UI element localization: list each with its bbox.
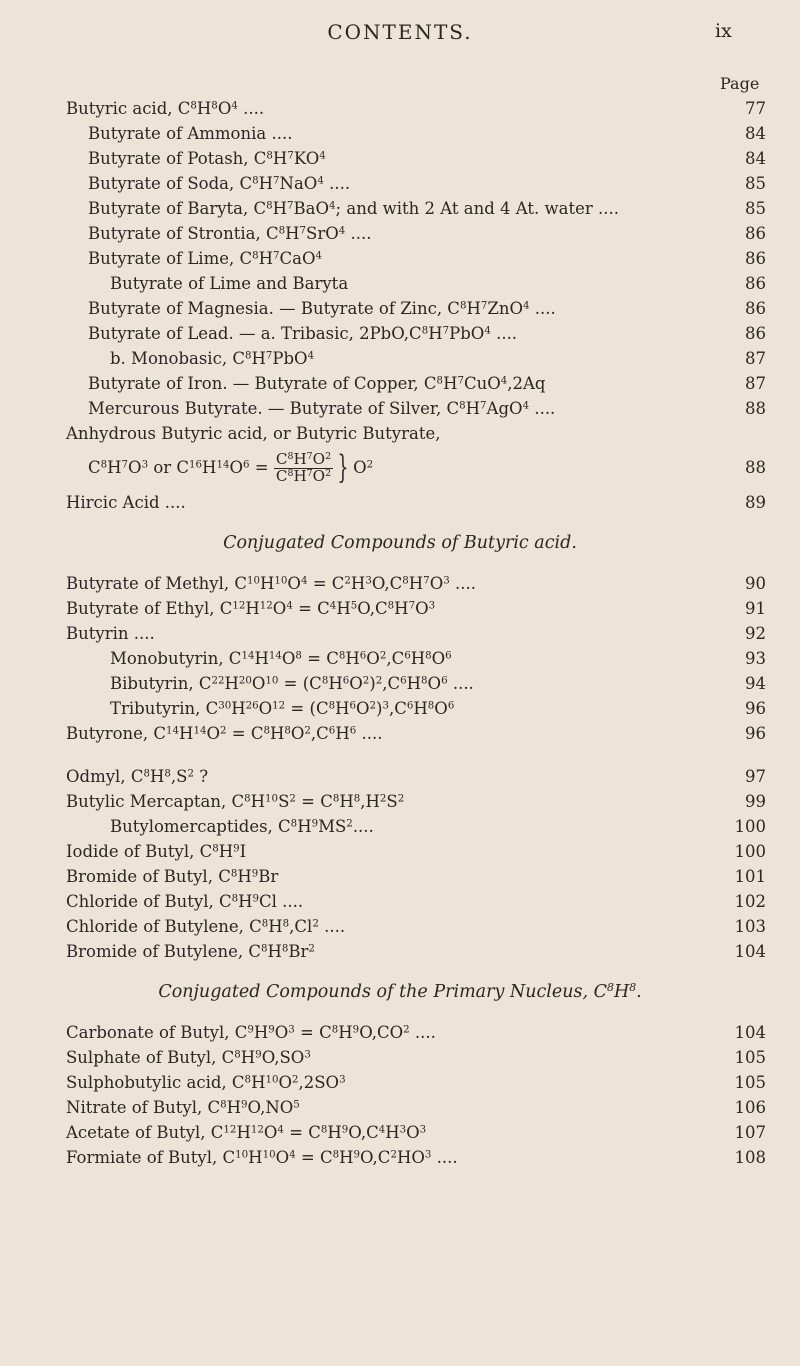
fraction-top: $C^8H^7O^2$ [275, 450, 332, 469]
fraction-suffix: $O^2$ [353, 458, 374, 477]
contents-entry [0, 671, 800, 696]
section-heading: Conjugated Compounds of the Primary Nucleus, $C^8H^8$. [158, 981, 642, 1002]
entry-page-number: 105 [734, 1048, 766, 1067]
entry-page-number: 85 [745, 199, 766, 218]
contents-entry [0, 196, 800, 221]
contents-entry [0, 421, 800, 446]
entry-title: Butyrate of Lime, $C^8H^7CaO^4$ [88, 249, 323, 268]
contents-entry [0, 396, 800, 421]
entry-page-number: 96 [745, 724, 766, 743]
entry-title: Butyrate of Iron. — Butyrate of Copper, $C^8H^7CuO^4,2Aq$ [88, 374, 546, 393]
entry-page-number: 86 [745, 299, 766, 318]
contents-entry [0, 171, 800, 196]
contents-entry [0, 121, 800, 146]
contents-entry [0, 1020, 800, 1045]
entry-title: Bromide of Butylene, $C^8H^8Br^2$ [66, 942, 315, 961]
entry-page-number: 77 [745, 99, 766, 118]
contents-entry [0, 939, 800, 964]
entry-page-number: 104 [734, 942, 766, 961]
entry-title: Chloride of Butyl, $C^8H^9Cl$ .... [66, 892, 304, 911]
entry-title: Butyrate of Strontia, $C^8H^7SrO^4$ .... [88, 224, 372, 243]
entry-page-number: 86 [745, 324, 766, 343]
formula-fraction [274, 452, 333, 485]
contents-entry [0, 321, 800, 346]
folio-number: ix [715, 20, 732, 42]
entry-page-number: 84 [745, 124, 766, 143]
entry-page-number: 108 [734, 1148, 766, 1167]
contents-entry [0, 814, 800, 839]
entry-title: b. Monobasic, $C^8H^7PbO^4$ [110, 349, 315, 368]
contents-entry [0, 914, 800, 939]
contents-entry [0, 346, 800, 371]
contents-entry [0, 246, 800, 271]
entry-page-number: 102 [734, 892, 766, 911]
contents-entry [0, 889, 800, 914]
entry-page-number: 92 [745, 624, 766, 643]
contents-entry [0, 1145, 800, 1170]
entry-page-number: 89 [745, 493, 766, 512]
contents-entry [0, 296, 800, 321]
contents-entry [0, 839, 800, 864]
entry-title: Butyrone, $C^{14}H^{14}O^2 = C^8H^8O^2,C^6H^6$ .... [66, 724, 383, 743]
contents-entry [0, 721, 800, 746]
section-heading: Conjugated Compounds of Butyric acid. [223, 533, 577, 553]
entry-title: Formiate of Butyl, $C^{10}H^{10}O^4 = C^8H^9O,C^2HO^3$ .... [66, 1148, 458, 1167]
entry-page-number: 96 [745, 699, 766, 718]
entry-title: Iodide of Butyl, $C^8H^9I$ [66, 842, 247, 861]
entry-title: Butylic Mercaptan, $C^8H^{10}S^2 = C^8H^8,H^2S^2$ [66, 792, 405, 811]
entry-page-number: 86 [745, 274, 766, 293]
contents-entry [0, 1095, 800, 1120]
entry-page-number: 91 [745, 599, 766, 618]
contents-entry [0, 271, 800, 296]
brace-glyph: } [337, 449, 349, 486]
contents-entry [0, 1120, 800, 1145]
entry-title: Nitrate of Butyl, $C^8H^9O,NO^5$ [66, 1098, 300, 1117]
contents-entry [0, 621, 800, 646]
contents-entry [0, 789, 800, 814]
entry-title: Butyrate of Lime and Baryta [110, 274, 349, 293]
entry-title: Butyrate of Methyl, $C^{10}H^{10}O^4 = C^2H^3O,C^8H^7O^3$ .... [66, 574, 476, 593]
entry-title: Carbonate of Butyl, $C^9H^9O^3 = C^8H^9O,CO^2$ .... [66, 1023, 436, 1042]
entry-title: Monobutyrin, $C^{14}H^{14}O^8 = C^8H^6O^2,C^6H^8O^6$ [110, 649, 452, 668]
entry-page-number: 105 [734, 1073, 766, 1092]
entry-title: Sulphate of Butyl, $C^8H^9O,SO^3$ [66, 1048, 311, 1067]
entry-title: Butyrin .... [66, 624, 155, 643]
entry-title: Tributyrin, $C^{30}H^{26}O^{12} = (C^8H^6O^2)^3,C^6H^8O^6$ [110, 699, 455, 718]
entry-page-number: 87 [745, 349, 766, 368]
entry-title: Butyrate of Potash, $C^8H^7KO^4$ [88, 149, 326, 168]
entry-page-number: 104 [734, 1023, 766, 1042]
entry-page-number: 86 [745, 249, 766, 268]
contents-entry [0, 1045, 800, 1070]
contents-entry [0, 646, 800, 671]
entry-title: Butyrate of Ammonia .... [88, 124, 293, 143]
entry-title: Butyrate of Soda, $C^8H^7NaO^4$ .... [88, 174, 351, 193]
entry-page-number: 100 [734, 842, 766, 861]
entry-page-number: 90 [745, 574, 766, 593]
entry-page-number: 87 [745, 374, 766, 393]
entry-page-number: 94 [745, 674, 766, 693]
contents-entry [0, 371, 800, 396]
entry-page-number: 107 [734, 1123, 766, 1142]
entry-title: $C^8H^7O^3$ or $C^{16}H^{14}O^6$ = $\frac{C^8H^7O^2}{C^8H^7O^2}$ } $O^2$ [88, 449, 374, 486]
contents-entry [0, 864, 800, 889]
entry-title: Butyrate of Lead. — a. Tribasic, $2PbO,C^8H^7PbO^4$ .... [88, 324, 518, 343]
entry-page-number: 84 [745, 149, 766, 168]
entry-page-number: 88 [745, 399, 766, 418]
entry-title: Hircic Acid .... [66, 493, 186, 512]
entry-title: Odmyl, $C^8H^8,S^2$ ? [66, 767, 209, 786]
contents-entry [0, 696, 800, 721]
contents-entry [0, 764, 800, 789]
entry-page-number: 103 [734, 917, 766, 936]
page-column-label: Page [720, 74, 760, 93]
contents-entry [0, 1070, 800, 1095]
contents-entry [0, 221, 800, 246]
entry-page-number: 93 [745, 649, 766, 668]
entry-page-number: 86 [745, 224, 766, 243]
contents-entry [0, 146, 800, 171]
entry-spacer [0, 746, 800, 764]
entry-page-number: 100 [734, 817, 766, 836]
contents-entry [0, 571, 800, 596]
entry-title: Sulphobutylic acid, $C^8H^{10}O^2,2SO^3$ [66, 1073, 346, 1092]
entry-title: Butylomercaptides, $C^8H^9MS^2$.... [110, 817, 374, 836]
contents-entry [0, 596, 800, 621]
entry-title: Acetate of Butyl, $C^{12}H^{12}O^4 = C^8H^9O,C^4H^3O^3$ [66, 1123, 427, 1142]
entry-title: Bromide of Butyl, $C^8H^9Br$ [66, 867, 279, 886]
entry-title: Butyric acid, $C^8H^8O^4$ .... [66, 99, 265, 118]
contents-entry [0, 446, 800, 490]
entry-page-number: 101 [734, 867, 766, 886]
running-header-title: CONTENTS. [327, 20, 473, 44]
entry-page-number: 99 [745, 792, 766, 811]
entry-title: Butyrate of Ethyl, $C^{12}H^{12}O^4 = C^4H^5O,C^8H^7O^3$ [66, 599, 436, 618]
entry-page-number: 88 [745, 458, 766, 477]
entry-title: Bibutyrin, $C^{22}H^{20}O^{10} = (C^8H^6O^2)^2,C^6H^8O^6$ .... [110, 674, 474, 693]
contents-entry [0, 490, 800, 515]
entry-page-number: 106 [734, 1098, 766, 1117]
fraction-bottom: $C^8H^7O^2$ [275, 467, 332, 485]
entry-title: Chloride of Butylene, $C^8H^8,Cl^2$ .... [66, 917, 346, 936]
entry-title: Butyrate of Baryta, $C^8H^7BaO^4$; and with 2 At and 4 At. water .... [88, 199, 619, 218]
contents-entry [0, 96, 800, 121]
entry-title: Mercurous Butyrate. — Butyrate of Silver, $C^8H^7AgO^4$ .... [88, 399, 556, 418]
contents-list [0, 96, 800, 1170]
entry-page-number: 97 [745, 767, 766, 786]
entry-title: Anhydrous Butyric acid, or Butyric Butyrate, [66, 424, 441, 443]
entry-title: Butyrate of Magnesia. — Butyrate of Zinc, $C^8H^7ZnO^4$ .... [88, 299, 556, 318]
entry-page-number: 85 [745, 174, 766, 193]
